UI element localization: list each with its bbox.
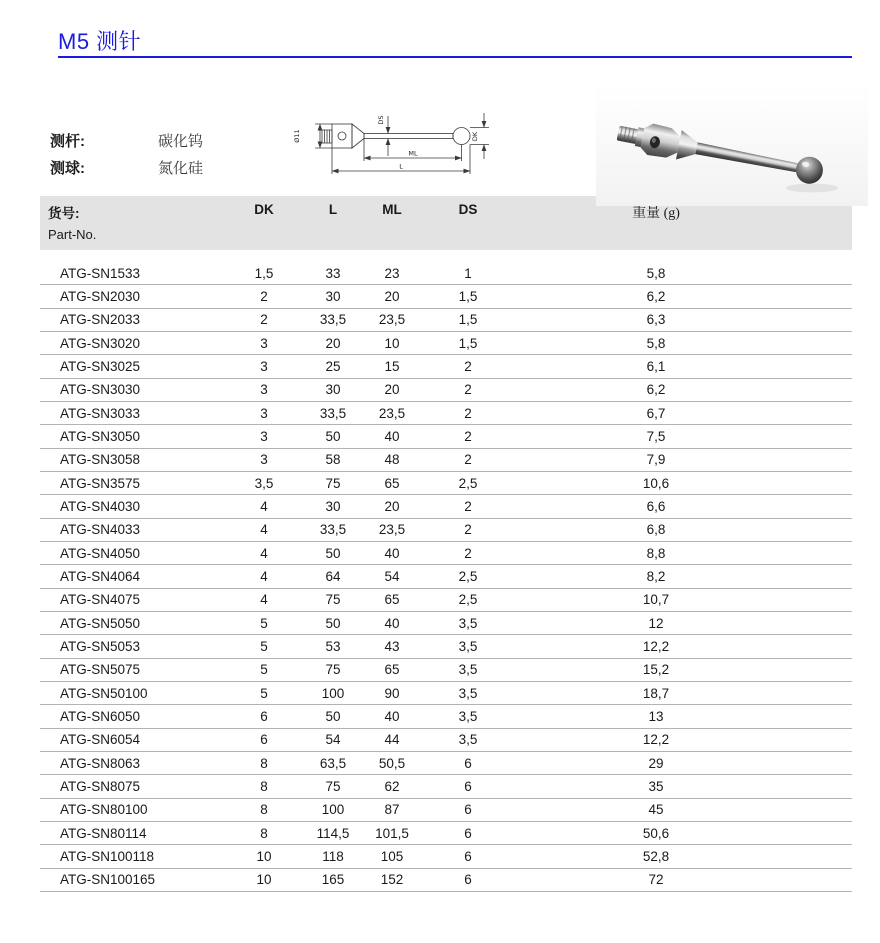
l-value: 100 (321, 802, 345, 818)
table-row (40, 659, 852, 682)
ml-value: 65 (384, 662, 400, 678)
part-number: ATG-SN4064 (60, 568, 141, 584)
part-number: ATG-SN1533 (60, 265, 141, 281)
l-value: 114,5 (316, 825, 350, 841)
table-row (40, 472, 852, 495)
part-number: ATG-SN3030 (60, 382, 141, 398)
weight-value: 5,8 (646, 265, 666, 281)
part-number: ATG-SN3058 (60, 452, 141, 468)
stylus-body (332, 124, 352, 148)
l-value: 33,5 (319, 405, 347, 421)
table-row (40, 752, 852, 775)
part-number: ATG-SN2030 (60, 288, 141, 304)
table-row (40, 449, 852, 472)
table-row (40, 355, 852, 378)
ml-value: 87 (384, 802, 400, 818)
ml-value: 152 (380, 872, 404, 888)
weight-value: 35 (648, 778, 664, 794)
ds-value: 3,5 (458, 638, 478, 654)
l-value: 165 (321, 872, 345, 888)
l-value: 30 (325, 288, 341, 304)
dk-value: 6 (260, 732, 268, 748)
part-number: ATG-SN80100 (60, 802, 148, 818)
weight-value: 72 (648, 872, 664, 888)
ml-value: 40 (384, 545, 400, 561)
ml-value: 23,5 (378, 522, 406, 538)
dim-label-ds: DS (377, 115, 385, 125)
part-number: ATG-SN4050 (60, 545, 141, 561)
ds-value: 3,5 (458, 685, 478, 701)
ml-value: 10 (384, 335, 400, 351)
table-row (40, 332, 852, 355)
ds-value: 6 (464, 872, 472, 888)
weight-value: 7,5 (646, 428, 666, 444)
dk-value: 4 (260, 498, 268, 514)
weight-value: 13 (648, 708, 664, 724)
table-row (40, 775, 852, 798)
stylus-product-photo (596, 86, 868, 206)
dk-value: 4 (260, 568, 268, 584)
dk-value: 3 (260, 358, 268, 374)
ds-value: 2,5 (458, 475, 478, 491)
part-number: ATG-SN3575 (60, 475, 141, 491)
part-number: ATG-SN3020 (60, 335, 141, 351)
weight-value: 12,2 (642, 732, 670, 748)
ml-value: 23 (384, 265, 400, 281)
weight-value: 6,1 (646, 358, 666, 374)
table-row (40, 635, 852, 658)
part-number: ATG-SN8063 (60, 755, 141, 771)
dk-value: 2 (260, 312, 268, 328)
dk-value: 3 (260, 405, 268, 421)
col-header-weight: 重量 (g) (632, 206, 680, 221)
weight-value: 6,2 (646, 288, 666, 304)
ml-value: 40 (384, 615, 400, 631)
ds-value: 1 (464, 265, 472, 281)
l-value: 33,5 (319, 312, 347, 328)
part-number: ATG-SN2033 (60, 312, 141, 328)
table-row (40, 542, 852, 565)
ds-value: 1,5 (458, 335, 478, 351)
l-value: 64 (325, 568, 341, 584)
ml-value: 101,5 (375, 825, 409, 841)
l-value: 63,5 (319, 755, 347, 771)
shaft (364, 134, 453, 139)
ml-value: 40 (384, 428, 400, 444)
col-header-part-zh: 货号: (48, 206, 80, 221)
table-row (40, 309, 852, 332)
weight-value: 6,3 (646, 312, 666, 328)
table-row (40, 402, 852, 425)
table-row (40, 869, 852, 892)
ds-value: 3,5 (458, 615, 478, 631)
dk-value: 3 (260, 382, 268, 398)
l-value: 54 (325, 732, 341, 748)
table-row (40, 519, 852, 542)
part-number: ATG-SN3025 (60, 358, 141, 374)
weight-value: 7,9 (646, 452, 666, 468)
weight-value: 29 (648, 755, 664, 771)
dk-value: 4 (260, 522, 268, 538)
ml-value: 43 (384, 638, 400, 654)
weight-value: 15,2 (642, 662, 670, 678)
dk-value: 1,5 (254, 265, 274, 281)
ds-value: 3,5 (458, 662, 478, 678)
table-row (40, 822, 852, 845)
weight-value: 8,2 (646, 568, 666, 584)
ds-value: 6 (464, 778, 472, 794)
col-header-part-en: Part-No. (48, 227, 97, 242)
ds-value: 2,5 (458, 568, 478, 584)
ml-value: 62 (384, 778, 400, 794)
ds-value: 6 (464, 825, 472, 841)
dk-value: 5 (260, 615, 268, 631)
l-value: 50 (325, 708, 341, 724)
ds-value: 2 (464, 498, 472, 514)
ds-value: 2 (464, 452, 472, 468)
l-value: 75 (325, 475, 341, 491)
part-number: ATG-SN6054 (60, 732, 141, 748)
l-value: 118 (322, 848, 344, 864)
ml-value: 50,5 (378, 755, 406, 771)
ds-value: 2 (464, 545, 472, 561)
parts-table (40, 262, 852, 892)
body-hole (338, 132, 346, 140)
weight-value: 6,6 (646, 498, 666, 514)
l-value: 100 (321, 685, 345, 701)
weight-value: 8,8 (646, 545, 666, 561)
part-number: ATG-SN3050 (60, 428, 141, 444)
col-header-dk: DK (254, 202, 274, 217)
l-value: 33,5 (319, 522, 347, 538)
part-number: ATG-SN4030 (60, 498, 141, 514)
weight-value: 6,8 (646, 522, 666, 538)
dk-value: 10 (256, 848, 272, 864)
ml-value: 20 (384, 382, 400, 398)
ml-value: 105 (380, 848, 404, 864)
l-value: 33 (325, 265, 341, 281)
ds-value: 2 (464, 522, 472, 538)
ds-value: 3,5 (458, 732, 478, 748)
table-row (40, 285, 852, 308)
dk-value: 4 (260, 545, 268, 561)
ml-value: 15 (384, 358, 400, 374)
dk-value: 5 (260, 662, 268, 678)
ds-value: 3,5 (458, 708, 478, 724)
dk-value: 3 (260, 428, 268, 444)
ball-label: 测球: (50, 160, 85, 177)
material-shaft-row (50, 130, 310, 156)
weight-value: 52,8 (642, 848, 670, 864)
part-number: ATG-SN100118 (60, 848, 155, 864)
part-number: ATG-SN6050 (60, 708, 141, 724)
dim-label-l: L (399, 162, 403, 171)
l-value: 75 (325, 778, 341, 794)
ball-value: 氮化硅 (158, 160, 204, 177)
table-row (40, 705, 852, 728)
dk-value: 5 (260, 685, 268, 701)
shaft-value: 碳化钨 (158, 133, 204, 150)
l-value: 50 (325, 615, 341, 631)
table-row (40, 589, 852, 612)
dk-value: 8 (260, 755, 268, 771)
dk-value: 5 (260, 638, 268, 654)
part-number: ATG-SN8075 (60, 778, 141, 794)
ds-value: 6 (464, 755, 472, 771)
weight-value: 12,2 (642, 638, 670, 654)
ds-value: 1,5 (458, 288, 478, 304)
col-header-ds: DS (458, 202, 478, 217)
l-value: 58 (325, 452, 341, 468)
weight-value: 5,8 (646, 335, 666, 351)
ml-value: 65 (384, 475, 400, 491)
table-row (40, 799, 852, 822)
l-value: 75 (325, 662, 341, 678)
l-value: 25 (325, 358, 341, 374)
ds-value: 2 (464, 382, 472, 398)
part-number: ATG-SN3033 (60, 405, 141, 421)
ds-value: 6 (464, 848, 472, 864)
dim-label-dk: DK (471, 131, 479, 142)
material-ball-row (50, 157, 310, 183)
ml-value: 90 (384, 685, 400, 701)
part-number: ATG-SN5053 (60, 638, 141, 654)
ml-value: 20 (384, 288, 400, 304)
table-row (40, 379, 852, 402)
ds-value: 2,5 (458, 592, 478, 608)
cone (352, 124, 364, 148)
ds-value: 2 (464, 428, 472, 444)
table-row (40, 845, 852, 868)
dk-value: 4 (260, 592, 268, 608)
l-value: 30 (325, 382, 341, 398)
dk-value: 8 (260, 825, 268, 841)
shaft-label: 测杆: (50, 133, 85, 150)
ml-value: 40 (384, 708, 400, 724)
ml-value: 20 (384, 498, 400, 514)
weight-value: 10,7 (642, 592, 670, 608)
ds-value: 6 (464, 802, 472, 818)
ml-value: 23,5 (378, 312, 406, 328)
dk-value: 6 (260, 708, 268, 724)
title-rule (58, 56, 852, 58)
dim-label-body-diameter: Ø11 (293, 129, 301, 143)
table-row (40, 565, 852, 588)
table-row (40, 682, 852, 705)
weight-value: 10,6 (642, 475, 670, 491)
stylus-dimension-drawing (283, 101, 498, 193)
part-number: ATG-SN80114 (60, 825, 147, 841)
l-value: 75 (325, 592, 341, 608)
dk-value: 2 (260, 288, 268, 304)
ml-value: 54 (384, 568, 400, 584)
dk-value: 3,5 (254, 475, 274, 491)
dk-value: 8 (260, 778, 268, 794)
l-value: 53 (325, 638, 341, 654)
dk-value: 3 (260, 335, 268, 351)
dk-value: 3 (260, 452, 268, 468)
l-value: 50 (325, 428, 341, 444)
dim-label-ml: ML (408, 149, 418, 158)
col-header-ml: ML (382, 202, 402, 217)
weight-value: 6,2 (646, 382, 666, 398)
part-number: ATG-SN4075 (60, 592, 141, 608)
ball (453, 128, 470, 145)
table-row (40, 495, 852, 518)
table-row (40, 262, 852, 285)
dk-value: 8 (260, 802, 268, 818)
ml-value: 65 (384, 592, 400, 608)
l-value: 50 (325, 545, 341, 561)
table-row (40, 612, 852, 635)
part-number: ATG-SN5075 (60, 662, 141, 678)
weight-value: 50,6 (642, 825, 670, 841)
col-header-l: L (328, 202, 338, 217)
ml-value: 23,5 (378, 405, 406, 421)
part-number: ATG-SN4033 (60, 522, 141, 538)
ds-value: 2 (464, 405, 472, 421)
part-number: ATG-SN5050 (60, 615, 141, 631)
table-row (40, 729, 852, 752)
ds-value: 1,5 (458, 312, 478, 328)
weight-value: 45 (648, 802, 664, 818)
page-title: M5 测针 (58, 29, 142, 54)
weight-value: 18,7 (642, 685, 670, 701)
ml-value: 48 (384, 452, 400, 468)
table-row (40, 425, 852, 448)
ds-value: 2 (464, 358, 472, 374)
dk-value: 10 (256, 872, 272, 888)
ml-value: 44 (384, 732, 400, 748)
weight-value: 12 (648, 615, 664, 631)
l-value: 20 (325, 335, 341, 351)
l-value: 30 (325, 498, 341, 514)
part-number: ATG-SN50100 (60, 685, 148, 701)
weight-value: 6,7 (646, 405, 666, 421)
part-number: ATG-SN100165 (60, 872, 156, 888)
